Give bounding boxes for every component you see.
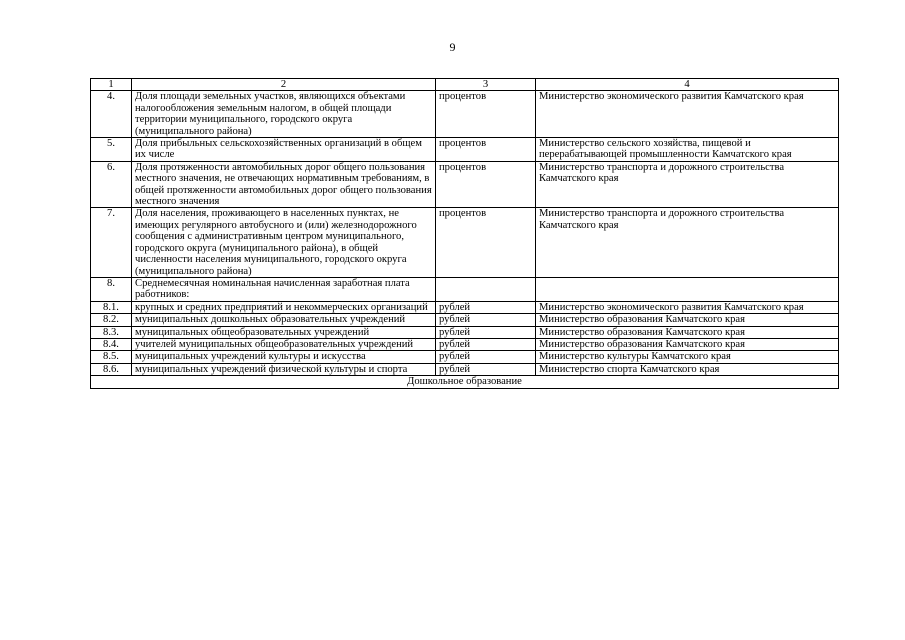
unit: процентов [436,208,536,277]
table-row [91,301,839,313]
responsible-body: Министерство спорта Камчатского края [536,363,839,375]
indicator-name: Доля населения, проживающего в населенных пунктах, не имеющих регулярного автобусного и (или) железнодорожного сообщения с административным центром муниципального, городского округа (муниципального района), в общей численности населения муниципального, городского округа (муниципального района) [132,208,436,277]
header-col-2: 2 [132,79,436,91]
row-number: 8.2. [91,314,132,326]
unit: рублей [436,301,536,313]
indicator-name: крупных и средних предприятий и некоммерческих организаций [132,301,436,313]
indicator-name: Доля протяженности автомобильных дорог общего пользования местного значения, не отвечающих нормативным требованиям, в общей протяженности автомобильных дорог общего пользования местного значения [132,161,436,208]
row-number: 8.3. [91,326,132,338]
section-row [91,376,839,389]
row-number: 7. [91,208,132,277]
unit: рублей [436,363,536,375]
responsible-body: Министерство транспорта и дорожного строительства Камчатского края [536,208,839,277]
row-number: 8.5. [91,351,132,363]
responsible-body [536,277,839,301]
unit: рублей [436,314,536,326]
header-col-3: 3 [436,79,536,91]
responsible-body: Министерство образования Камчатского края [536,326,839,338]
unit: процентов [436,91,536,138]
row-number: 8.6. [91,363,132,375]
unit [436,277,536,301]
table-row [91,208,839,277]
responsible-body: Министерство экономического развития Камчатского края [536,91,839,138]
responsible-body: Министерство образования Камчатского края [536,338,839,350]
table-row [91,338,839,350]
indicator-name: Среднемесячная номинальная начисленная заработная плата работников: [132,277,436,301]
responsible-body: Министерство экономического развития Камчатского края [536,301,839,313]
table-row [91,277,839,301]
table-header-row [91,79,839,91]
unit: рублей [436,338,536,350]
table-row [91,326,839,338]
row-number: 8.1. [91,301,132,313]
header-col-1: 1 [91,79,132,91]
indicators-table [90,78,839,389]
row-number: 8. [91,277,132,301]
indicator-name: муниципальных дошкольных образовательных учреждений [132,314,436,326]
indicator-name: муниципальных учреждений физической культуры и спорта [132,363,436,375]
indicator-name: Доля прибыльных сельскохозяйственных организаций в общем их числе [132,138,436,162]
responsible-body: Министерство образования Камчатского края [536,314,839,326]
page-number: 9 [449,40,456,54]
row-number: 6. [91,161,132,208]
unit: процентов [436,161,536,208]
table-row [91,363,839,375]
row-number: 5. [91,138,132,162]
table-row [91,314,839,326]
unit: рублей [436,326,536,338]
indicator-name: муниципальных учреждений культуры и искусства [132,351,436,363]
indicator-name: муниципальных общеобразовательных учреждений [132,326,436,338]
unit: рублей [436,351,536,363]
section-title: Дошкольное образование [91,376,839,389]
indicator-name: учителей муниципальных общеобразовательных учреждений [132,338,436,350]
responsible-body: Министерство культуры Камчатского края [536,351,839,363]
table-row [91,91,839,138]
header-col-4: 4 [536,79,839,91]
table-row [91,351,839,363]
responsible-body: Министерство транспорта и дорожного строительства Камчатского края [536,161,839,208]
row-number: 8.4. [91,338,132,350]
row-number: 4. [91,91,132,138]
table-row [91,138,839,162]
indicator-name: Доля площади земельных участков, являющихся объектами налогообложения земельным налогом, в общей площади территории муниципального, городского округа (муниципального района) [132,91,436,138]
unit: процентов [436,138,536,162]
table-row [91,161,839,208]
responsible-body: Министерство сельского хозяйства, пищевой и перерабатывающей промышленности Камчатского края [536,138,839,162]
